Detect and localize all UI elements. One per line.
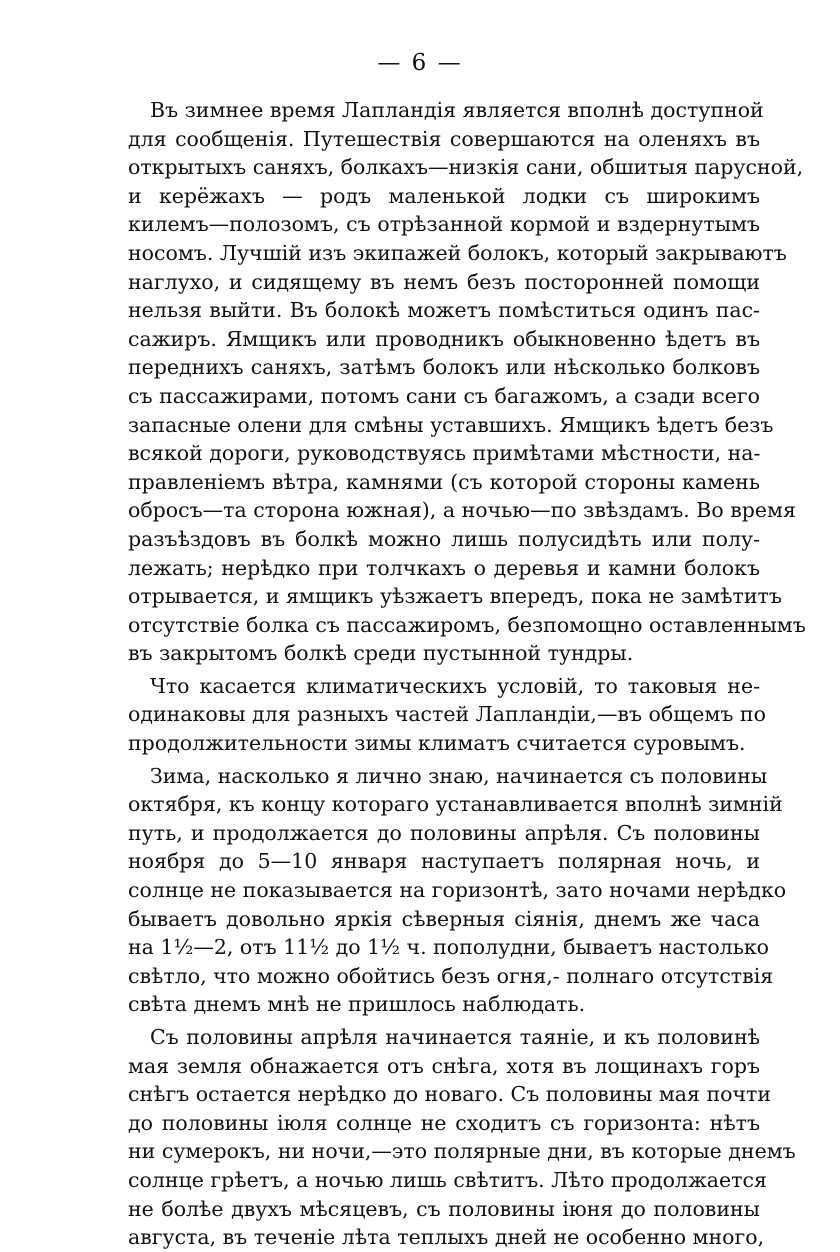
text-line: лежать; нерѣдко при толчкахъ о деревья и камни болокъ	[128, 555, 760, 580]
text-line: свѣта днемъ мнѣ не пришлось наблюдать.	[128, 992, 586, 1017]
text-line: путь, и продолжается до половины апрѣля. Съ половины	[128, 820, 760, 845]
text-line: правленіемъ вѣтра, камнями (съ которой стороны камень	[128, 469, 760, 494]
text-line: разъѣздовъ въ болкѣ можно лишь полусидѣть или полу-	[128, 526, 760, 551]
text-line: мая земля обнажается отъ снѣга, хотя въ лощинахъ горъ	[128, 1053, 760, 1078]
text-line: носомъ. Лучшій изъ экипажей болокъ, который закрываютъ	[128, 240, 787, 265]
text-line: на 1½—2, отъ 11½ до 1½ ч. пополудни, бываетъ настолько	[128, 935, 770, 960]
text-line: августа, въ теченіе лѣта теплыхъ дней не особенно много,	[128, 1225, 765, 1250]
text-line: обросъ—та сторона южная), а ночью—по звѣздамъ. Во время	[128, 498, 796, 523]
text-line: всякой дороги, руководствуясь примѣтами мѣстности, на-	[128, 441, 761, 466]
text-line: Съ половины апрѣля начинается таяніе, и къ половинѣ	[150, 1025, 760, 1049]
text-line: запасные олени для смѣны уставшихъ. Ямщикъ ѣдетъ безъ	[128, 412, 774, 437]
text-line: переднихъ саняхъ, затѣмъ болокъ или нѣсколько болковъ	[128, 355, 760, 380]
text-line: бываетъ довольно яркія сѣверныя сіянія, днемъ же часа	[128, 906, 760, 931]
text-line: килемъ—полозомъ, съ отрѣзанной кормой и вздернутымъ	[128, 212, 760, 237]
text-line: Въ зимнее время Лапландія является вполнѣ доступной	[150, 98, 764, 122]
text-line: въ закрытомъ болкѣ среди пустынной тундры.	[128, 641, 634, 666]
text-line: отрывается, и ямщикъ уѣзжаетъ впередъ, пока не замѣтитъ	[128, 584, 782, 609]
body-text	[128, 96, 806, 1252]
text-line: и керёжахъ — родъ маленькой лодки съ широкимъ	[128, 183, 760, 208]
text-line: октября, къ концу котораго устанавливается вполнѣ зимній	[128, 792, 783, 817]
text-line: не болѣе двухъ мѣсяцевъ, съ половины іюня до половины	[128, 1196, 760, 1221]
text-line: ноября до 5—10 января наступаетъ полярная ночь, и	[128, 849, 760, 874]
text-line: съ пассажирами, потомъ сани съ багажомъ, а сзади всего	[128, 383, 760, 408]
text-line: отсутствіе болка съ пассажиромъ, безпомощно оставленнымъ	[128, 612, 806, 637]
text-line: Зима, насколько я лично знаю, начинается съ половины	[150, 763, 768, 788]
text-line: солнце не показывается на горизонтѣ, зато ночами нерѣдко	[128, 878, 787, 903]
text-line: для сообщенія. Путешествія совершаются на оленяхъ въ	[128, 126, 760, 151]
text-line: Что касается климатическихъ условій, то таковыя не-	[150, 673, 760, 698]
text-line: одинаковы для разныхъ частей Лапландіи,—въ общемъ по	[128, 702, 766, 727]
paragraph-climate	[128, 672, 766, 758]
page-number: — 6 —	[377, 50, 463, 76]
text-line: свѣтло, что можно обойтись безъ огня,- полнаго отсутствія	[128, 963, 774, 988]
text-line: нельзя выйти. Въ болокѣ можетъ помѣститься одинъ пас-	[128, 298, 760, 323]
text-line: наглухо, и сидящему въ немъ безъ посторонней помощи	[128, 269, 760, 294]
text-line: продолжительности зимы климатъ считается суровымъ.	[128, 731, 746, 756]
paragraph-spring-summer	[128, 1023, 796, 1252]
text-line: снѣгъ остается нерѣдко до новаго. Съ половины мая почти	[128, 1082, 772, 1107]
text-line: до половины іюля солнце не сходитъ съ горизонта: нѣтъ	[128, 1110, 760, 1135]
paragraph-winter	[128, 762, 787, 1019]
text-line: открытыхъ саняхъ, болкахъ—низкія сани, обшитыя парусной,	[128, 155, 804, 180]
text-line: сажиръ. Ямщикъ или проводникъ обыкновенно ѣдетъ въ	[128, 326, 760, 351]
paragraph-winter-travel	[128, 96, 806, 668]
text-line: солнце грѣетъ, а ночью лишь свѣтитъ. Лѣто продолжается	[128, 1167, 767, 1192]
text-line: ни сумерокъ, ни ночи,—это полярные дни, въ которые днемъ	[128, 1139, 796, 1164]
